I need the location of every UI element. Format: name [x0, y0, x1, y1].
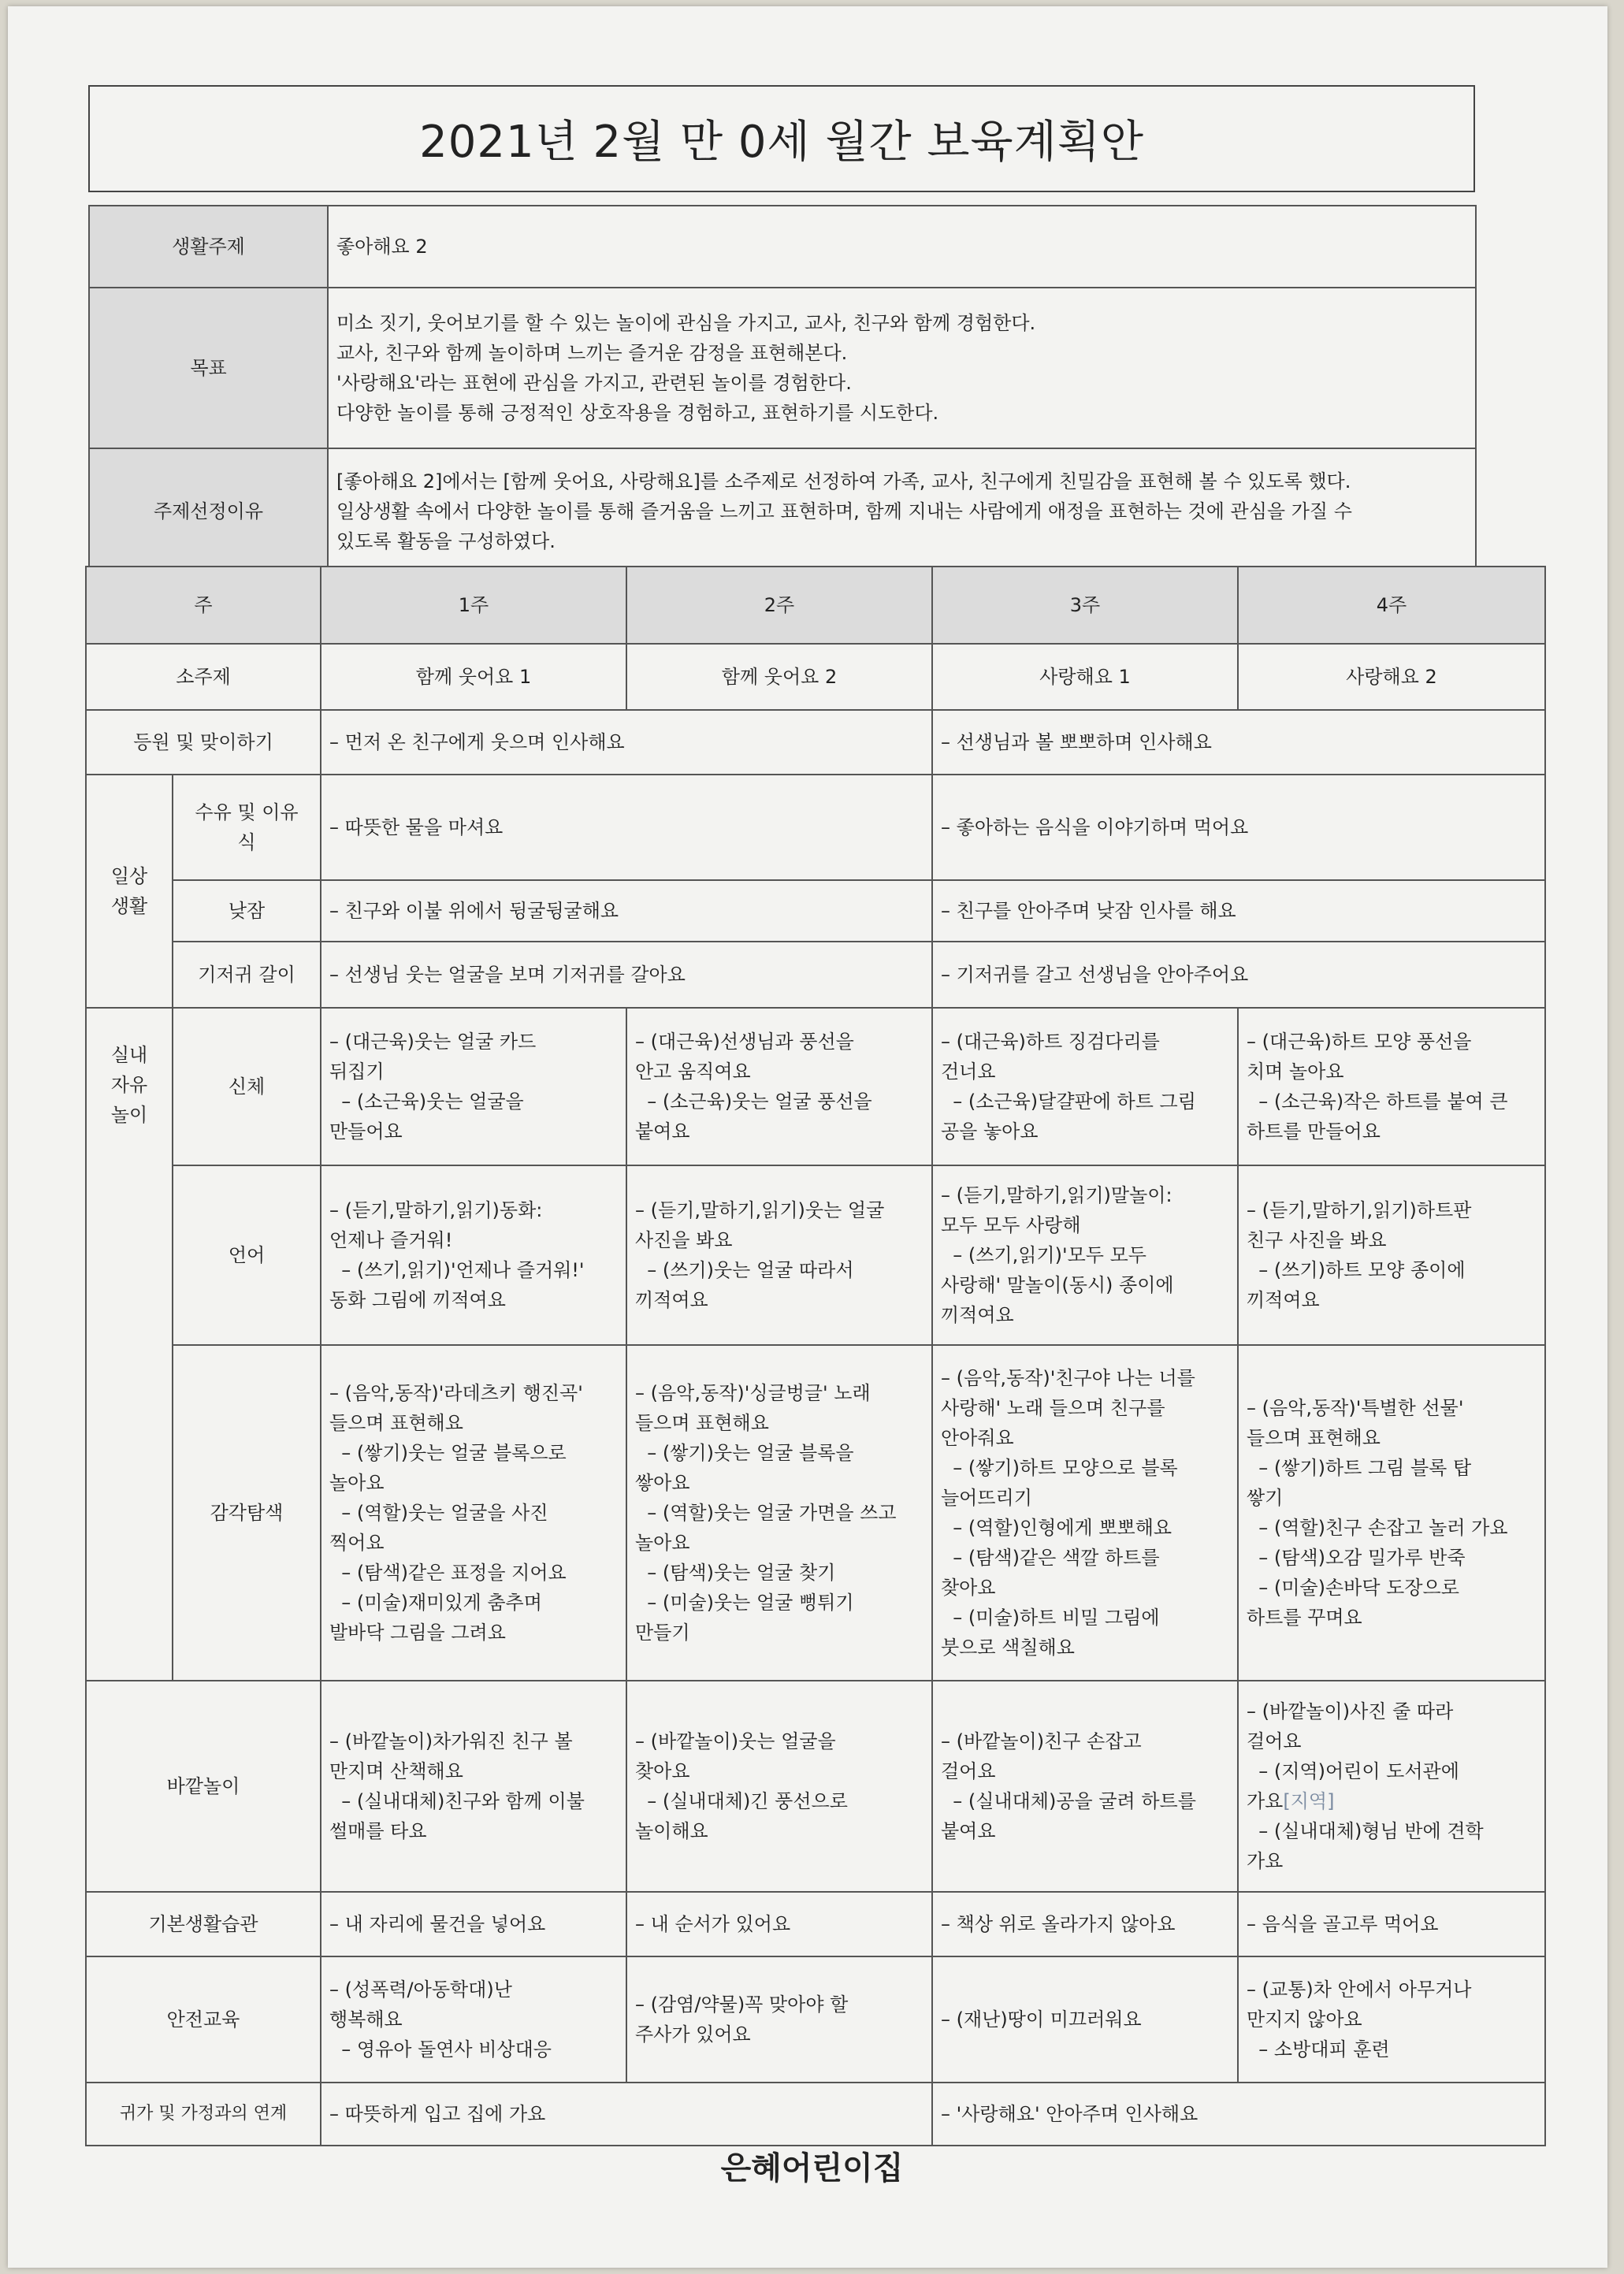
- diaper-label: 기저귀 갈이: [173, 942, 321, 1008]
- safety-label: 안전교육: [86, 1956, 321, 2083]
- arrival-cell: – 먼저 온 친구에게 웃으며 인사해요: [321, 710, 932, 775]
- home-link-cell: – '사랑해요' 안아주며 인사해요: [932, 2083, 1545, 2146]
- safety-cell: – (성폭력/아동학대)난 행복해요 – 영유아 돌연사 비상대응: [321, 1956, 626, 2083]
- outdoor-cell: – (바깥놀이)친구 손잡고 걸어요 – (실내대체)공을 굴려 하트를 붙여요: [932, 1681, 1238, 1892]
- language-cell: – (듣기,말하기,읽기)웃는 얼굴 사진을 봐요 – (쓰기)웃는 얼굴 따라서 끼적여요: [626, 1165, 932, 1345]
- goal-line: '사랑해요'라는 표현에 관심을 가지고, 관련된 놀이를 경험한다.: [336, 372, 852, 394]
- weekly-plan-table: [85, 566, 1546, 2146]
- physical-cell: – (대근육)하트 모양 풍선을 치며 놀아요 – (소근육)작은 하트를 붙여 큰 하트를 만들어요: [1238, 1008, 1545, 1165]
- outdoor-text-alt: – (실내대체)형님 반에 견학 가요: [1247, 1820, 1484, 1872]
- reason-line: 일상생활 속에서 다양한 놀이를 통해 즐거움을 느끼고 표현하며, 함께 지내는 사람에게 애정을 표현하는 것에 관심을 가질 수: [336, 500, 1352, 522]
- theme-value: 좋아해요 2: [328, 206, 1476, 288]
- week-header: 2주: [626, 567, 932, 644]
- sensory-label: 감각탐색: [173, 1345, 321, 1681]
- nap-cell: – 친구를 안아주며 낮잠 인사를 해요: [932, 880, 1545, 942]
- safety-cell: – (재난)땅이 미끄러워요: [932, 1956, 1238, 2083]
- physical-cell: – (대근육)하트 징검다리를 건너요 – (소근육)달걀판에 하트 그림 공을 놓아요: [932, 1008, 1238, 1165]
- indoor-play-label: 실내 자유 놀이: [86, 1008, 173, 1681]
- outdoor-cell-week4: [1238, 1681, 1545, 1892]
- subtheme-cell: 함께 웃어요 1: [321, 644, 626, 710]
- habit-cell: – 내 자리에 물건을 넣어요: [321, 1892, 626, 1956]
- sensory-cell: – (음악,동작)'싱글벙글' 노래 들으며 표현해요 – (쌓기)웃는 얼굴 블록을 쌓아요 – (역할)웃는 얼굴 가면을 쓰고 놀아요 – (탐색)웃는 얼굴 찾기 – (미술)웃는 얼굴 뻥튀기 만들기: [626, 1345, 932, 1681]
- sensory-cell: – (음악,동작)'친구야 나는 너를 사랑해' 노래 들으며 친구를 안아줘요 – (쌓기)하트 모양으로 블록 늘어뜨리기 – (역할)인형에게 뽀뽀해요 – (탐색)같은 색깔 하트를 찾아요 – (미술)하트 비밀 그림에 붓으로 색칠해요: [932, 1345, 1238, 1681]
- page-title: 2021년 2월 만 0세 월간 보육계획안: [88, 85, 1475, 192]
- week-header: 3주: [932, 567, 1238, 644]
- theme-label: 생활주제: [89, 206, 328, 288]
- safety-cell: – (감염/약물)꼭 맞아야 할 주사가 있어요: [626, 1956, 932, 2083]
- physical-cell: – (대근육)웃는 얼굴 카드 뒤집기 – (소근육)웃는 얼굴을 만들어요: [321, 1008, 626, 1165]
- diaper-cell: – 기저귀를 갈고 선생님을 안아주어요: [932, 942, 1545, 1008]
- reason-line: [좋아해요 2]에서는 [함께 웃어요, 사랑해요]를 소주제로 선정하여 가족, 교사, 친구에게 친밀감을 표현해 볼 수 있도록 했다.: [336, 470, 1351, 492]
- language-cell: – (듣기,말하기,읽기)말놀이: 모두 모두 사랑해 – (쓰기,읽기)'모두 모두 사랑해' 말놀이(동시) 종이에 끼적여요: [932, 1165, 1238, 1345]
- outdoor-note: [지역]: [1283, 1790, 1335, 1812]
- goal-line: 미소 짓기, 웃어보기를 할 수 있는 놀이에 관심을 가지고, 교사, 친구와 함께 경험한다.: [336, 312, 1036, 334]
- reason-label: 주제선정이유: [89, 448, 328, 574]
- physical-cell: – (대근육)선생님과 풍선을 안고 움직여요 – (소근육)웃는 얼굴 풍선을 붙여요: [626, 1008, 932, 1165]
- sensory-cell: – (음악,동작)'특별한 선물' 들으며 표현해요 – (쌓기)하트 그림 블록 탑 쌓기 – (역할)친구 손잡고 놀러 가요 – (탐색)오감 밀가루 반죽 – (미술)손바닥 도장으로 하트를 꾸며요: [1238, 1345, 1545, 1681]
- habit-cell: – 음식을 골고루 먹어요: [1238, 1892, 1545, 1956]
- habit-cell: – 책상 위로 올라가지 않아요: [932, 1892, 1238, 1956]
- nap-cell: – 친구와 이불 위에서 뒹굴뒹굴해요: [321, 880, 932, 942]
- language-label: 언어: [173, 1165, 321, 1345]
- physical-label: 신체: [173, 1008, 321, 1165]
- arrival-cell: – 선생님과 볼 뽀뽀하며 인사해요: [932, 710, 1545, 775]
- info-table: [88, 205, 1477, 575]
- home-link-cell: – 따뜻하게 입고 집에 가요: [321, 2083, 932, 2146]
- goal-label: 목표: [89, 288, 328, 448]
- habit-label: 기본생활습관: [86, 1892, 321, 1956]
- daily-life-label: 일상 생활: [86, 775, 173, 1008]
- language-cell: – (듣기,말하기,읽기)동화: 언제나 즐거워! – (쓰기,읽기)'언제나 즐거워!' 동화 그림에 끼적여요: [321, 1165, 626, 1345]
- subtheme-label: 소주제: [86, 644, 321, 710]
- outdoor-label: 바깥놀이: [86, 1681, 321, 1892]
- reason-text: [328, 448, 1476, 574]
- outdoor-cell: – (바깥놀이)웃는 얼굴을 찾아요 – (실내대체)긴 풍선으로 놀이해요: [626, 1681, 932, 1892]
- language-cell: – (듣기,말하기,읽기)하트판 친구 사진을 봐요 – (쓰기)하트 모양 종이에 끼적여요: [1238, 1165, 1545, 1345]
- feeding-label: 수유 및 이유 식: [173, 775, 321, 880]
- week-label: 주: [86, 567, 321, 644]
- safety-cell: – (교통)차 안에서 아무거나 만지지 않아요 – 소방대피 훈련: [1238, 1956, 1545, 2083]
- subtheme-cell: 함께 웃어요 2: [626, 644, 932, 710]
- week-header: 4주: [1238, 567, 1545, 644]
- reason-line: 있도록 활동을 구성하였다.: [336, 530, 556, 552]
- outdoor-text: – (바깥놀이)사진 줄 따라 걸어요 – (지역)어린이 도서관에 가요: [1247, 1700, 1459, 1812]
- nap-label: 낮잠: [173, 880, 321, 942]
- home-link-label: 귀가 및 가정과의 연계: [86, 2083, 321, 2146]
- subtheme-cell: 사랑해요 1: [932, 644, 1238, 710]
- daycare-name: 은혜어린이집: [720, 2150, 904, 2187]
- goal-line: 교사, 친구와 함께 놀이하며 느끼는 즐거운 감정을 표현해본다.: [336, 342, 848, 364]
- feeding-cell: – 좋아하는 음식을 이야기하며 먹어요: [932, 775, 1545, 880]
- goal-text: [328, 288, 1476, 448]
- habit-cell: – 내 순서가 있어요: [626, 1892, 932, 1956]
- arrival-label: 등원 및 맞이하기: [86, 710, 321, 775]
- diaper-cell: – 선생님 웃는 얼굴을 보며 기저귀를 갈아요: [321, 942, 932, 1008]
- week-header: 1주: [321, 567, 626, 644]
- subtheme-cell: 사랑해요 2: [1238, 644, 1545, 710]
- outdoor-cell: – (바깥놀이)차가워진 친구 볼 만지며 산책해요 – (실내대체)친구와 함께 이불 썰매를 타요: [321, 1681, 626, 1892]
- goal-line: 다양한 놀이를 통해 긍정적인 상호작용을 경험하고, 표현하기를 시도한다.: [336, 402, 939, 424]
- feeding-cell: – 따뜻한 물을 마셔요: [321, 775, 932, 880]
- sensory-cell: – (음악,동작)'라데츠키 행진곡' 들으며 표현해요 – (쌓기)웃는 얼굴 블록으로 놀아요 – (역할)웃는 얼굴을 사진 찍어요 – (탐색)같은 표정을 지어요 – (미술)재미있게 춤추며 발바닥 그림을 그려요: [321, 1345, 626, 1681]
